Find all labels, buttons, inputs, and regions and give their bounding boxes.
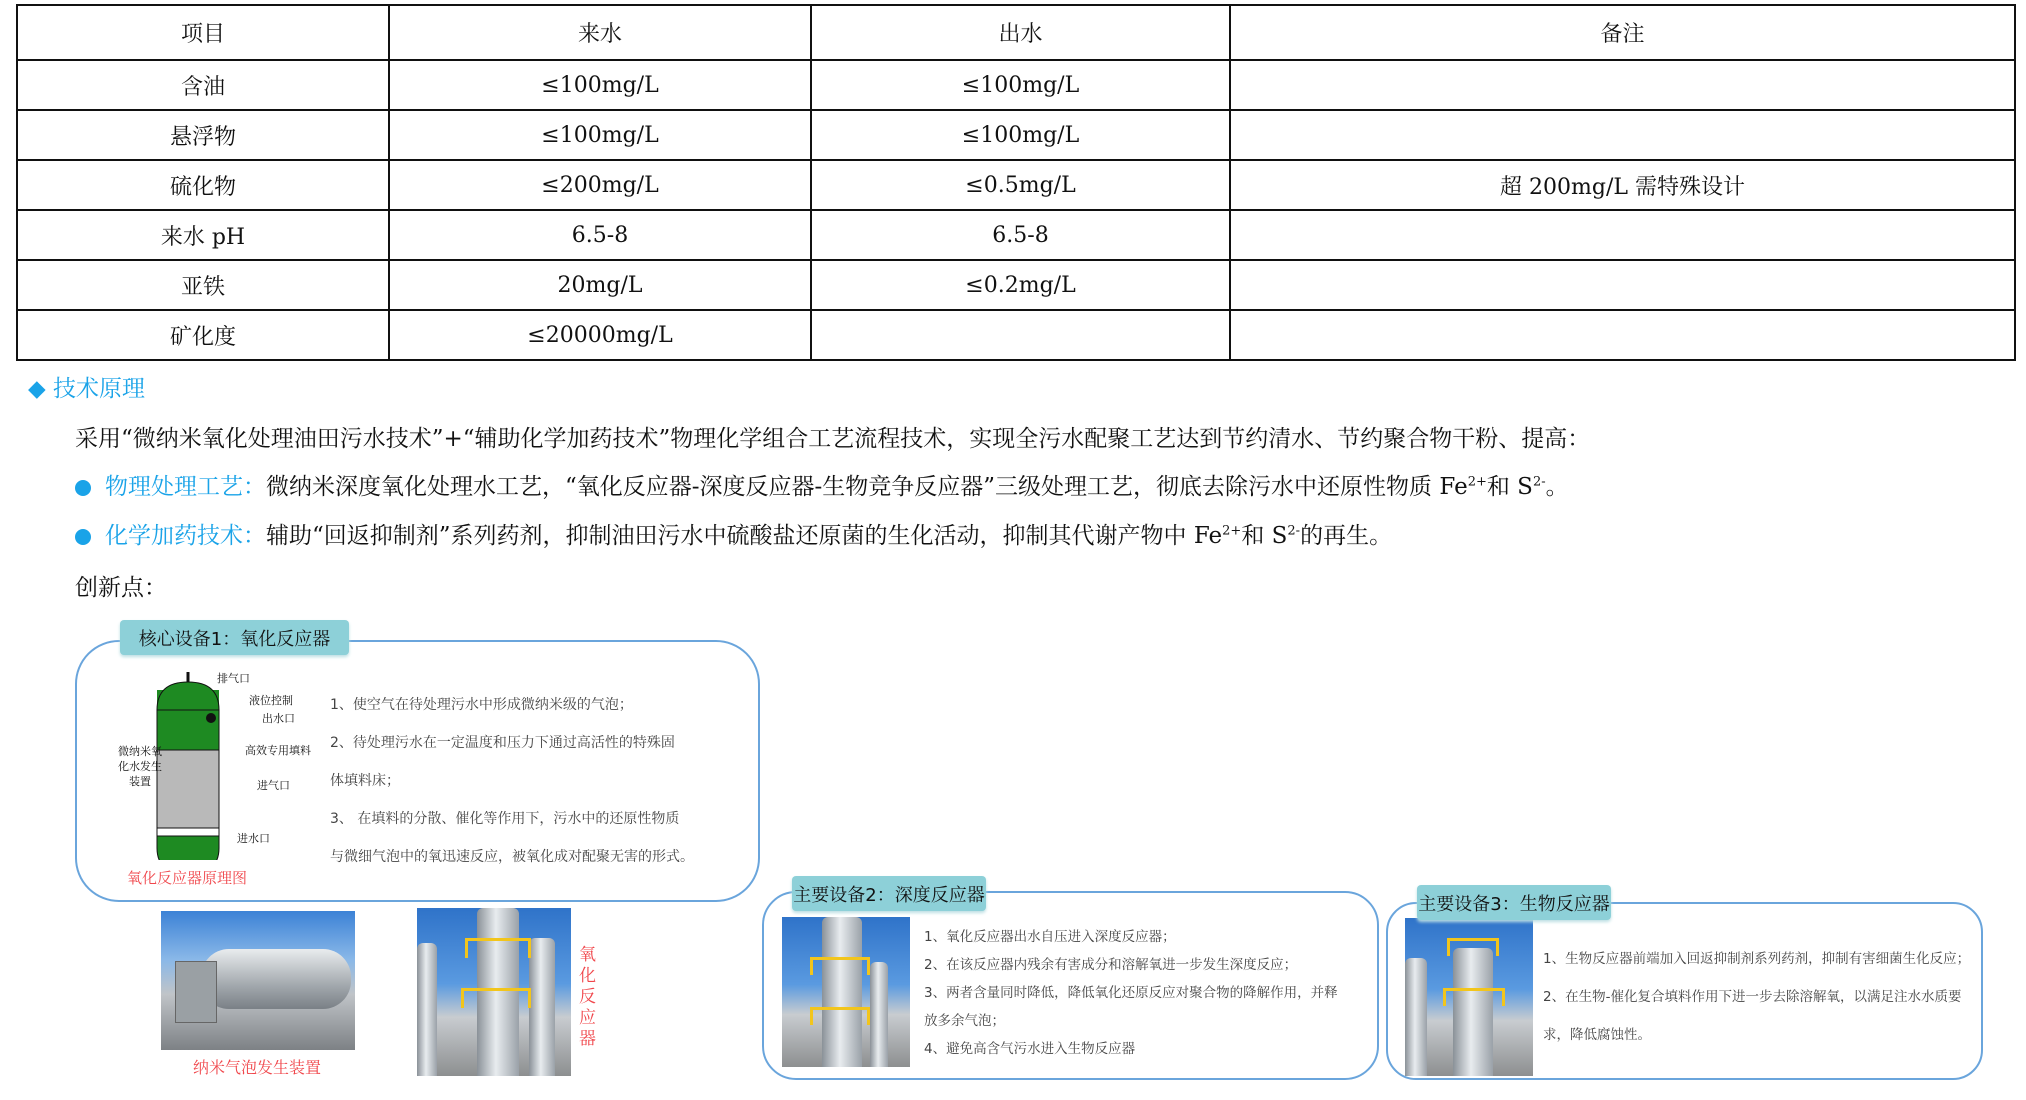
- photo1-caption: 纳米气泡发生装置: [193, 1058, 322, 1077]
- section-title: 技术原理: [53, 376, 146, 402]
- device2-tag: 主要设备2：深度反应器: [792, 876, 986, 911]
- point: 体填料床；: [330, 773, 400, 789]
- cell: ≤100mg/L: [389, 110, 811, 160]
- table-row: [17, 160, 2015, 210]
- point: 放多余气泡；: [924, 1013, 1005, 1029]
- table-row: [17, 210, 2015, 260]
- innovation-label: 创新点：: [75, 575, 167, 601]
- cell: 6.5-8: [811, 210, 1230, 260]
- point: 1、使空气在待处理污水中形成微纳米级的气泡；: [330, 697, 633, 713]
- point: 2、在生物-催化复合填料作用下进一步去除溶解氧，以满足注水水质要: [1543, 989, 1962, 1005]
- bullet-physical: [75, 468, 1569, 501]
- device1-panel: [75, 640, 760, 902]
- bullet-text: 和 S: [1241, 523, 1288, 549]
- table-row: [17, 60, 2015, 110]
- cell: ≤100mg/L: [811, 110, 1230, 160]
- cell: ≤20000mg/L: [389, 310, 811, 360]
- table-header: [17, 5, 2015, 60]
- bullet-text: 辅助“回返抑制剂”系列药剂，抑制油田污水中硫酸盐还原菌的生化活动，抑制其代谢产物中 Fe: [266, 523, 1223, 549]
- label-generator: 微纳米氧化水发生装置: [118, 745, 162, 788]
- device1-points: [330, 686, 694, 876]
- superscript: 2+: [1467, 474, 1487, 490]
- point: 2、在该反应器内残余有害成分和溶解氧进一步发生深度反应；: [924, 957, 1298, 973]
- intro-paragraph: 采用“微纳米氧化处理油田污水技术”+“辅助化学加药技术”物理化学组合工艺流程技术，实现全污水配聚工艺达到节约清水、节约聚合物干粉、提高：: [75, 426, 1591, 452]
- point: 1、生物反应器前端加入回返抑制剂系列药剂，抑制有害细菌生化反应；: [1543, 951, 1971, 967]
- bullet-text: 。: [1545, 474, 1569, 500]
- bullet-label: 化学加药技术：: [105, 523, 266, 549]
- header-cell: 项目: [17, 5, 389, 60]
- oxidation-reactor-photo: [417, 908, 571, 1076]
- water-quality-table: [16, 4, 2016, 361]
- device1-tag: 核心设备1：氧化反应器: [120, 620, 349, 655]
- device3-tag: 主要设备3：生物反应器: [1417, 885, 1611, 920]
- device3-panel: [1386, 902, 1983, 1080]
- bio-reactor-photo: [1405, 918, 1533, 1076]
- label-air-in: 进气口: [257, 779, 290, 792]
- diagram-caption: 氧化反应器原理图: [127, 869, 248, 887]
- cell: ≤0.2mg/L: [811, 260, 1230, 310]
- bullet-label: 物理处理工艺：: [105, 474, 266, 500]
- cell: 亚铁: [17, 260, 389, 310]
- point: 求，降低腐蚀性。: [1543, 1027, 1651, 1043]
- bullet-text: 和 S: [1486, 474, 1533, 500]
- bullet-text: 的再生。: [1300, 523, 1393, 549]
- label-outlet: 出水口: [262, 712, 295, 725]
- label-vent: 排气口: [217, 672, 250, 685]
- cell: [811, 310, 1230, 360]
- cell: [1230, 310, 2015, 360]
- point: 与微细气泡中的氧迅速反应，被氧化成对配聚无害的形式。: [330, 849, 694, 865]
- label-water-in: 进水口: [237, 832, 270, 845]
- deep-reactor-photo: [782, 917, 910, 1067]
- cell: [1230, 60, 2015, 110]
- label-filler: 高效专用填料: [245, 744, 311, 757]
- cell: ≤200mg/L: [389, 160, 811, 210]
- superscript: 2-: [1532, 474, 1546, 490]
- point: 1、氧化反应器出水自压进入深度反应器；: [924, 929, 1176, 945]
- table-row: [17, 310, 2015, 360]
- section-heading: [28, 370, 145, 403]
- device3-points: [1543, 940, 1970, 1054]
- cell: [1230, 210, 2015, 260]
- point: 2、待处理污水在一定温度和压力下通过高活性的特殊固: [330, 735, 675, 751]
- point: 4、避免高含气污水进入生物反应器: [924, 1041, 1136, 1057]
- cell: 硫化物: [17, 160, 389, 210]
- cell: [1230, 110, 2015, 160]
- photo2-caption: 氧化反应器: [579, 945, 596, 1049]
- cell: 超 200mg/L 需特殊设计: [1230, 160, 2015, 210]
- table-row: [17, 110, 2015, 160]
- header-cell: 来水: [389, 5, 811, 60]
- header-cell: 备注: [1230, 5, 2015, 60]
- point: 3、 在填料的分散、催化等作用下，污水中的还原性物质: [330, 811, 680, 827]
- device2-points: [924, 923, 1338, 1063]
- cell: 含油: [17, 60, 389, 110]
- diamond-icon: ◆: [28, 376, 46, 402]
- superscript: 2+: [1222, 523, 1242, 539]
- cell: 来水 pH: [17, 210, 389, 260]
- cell: ≤0.5mg/L: [811, 160, 1230, 210]
- cell: 6.5-8: [389, 210, 811, 260]
- cell: 悬浮物: [17, 110, 389, 160]
- bullet-dot-icon: [75, 480, 91, 496]
- cell: 矿化度: [17, 310, 389, 360]
- cell: [1230, 260, 2015, 310]
- point: 3、两者含量同时降低，降低氧化还原反应对聚合物的降解作用，并释: [924, 985, 1338, 1001]
- nano-bubble-generator-photo: [161, 911, 355, 1050]
- superscript: 2-: [1287, 523, 1301, 539]
- cell: ≤100mg/L: [811, 60, 1230, 110]
- header-cell: 出水: [811, 5, 1230, 60]
- bullet-chemical: [75, 517, 1392, 550]
- table-row: [17, 260, 2015, 310]
- label-level: 液位控制: [249, 694, 293, 707]
- device2-panel: [762, 891, 1379, 1080]
- bullet-dot-icon: [75, 529, 91, 545]
- cell: 20mg/L: [389, 260, 811, 310]
- cell: ≤100mg/L: [389, 60, 811, 110]
- bullet-text: 微纳米深度氧化处理水工艺，“氧化反应器-深度反应器-生物竞争反应器”三级处理工艺，彻底去除污水中还原性物质 Fe: [266, 474, 1468, 500]
